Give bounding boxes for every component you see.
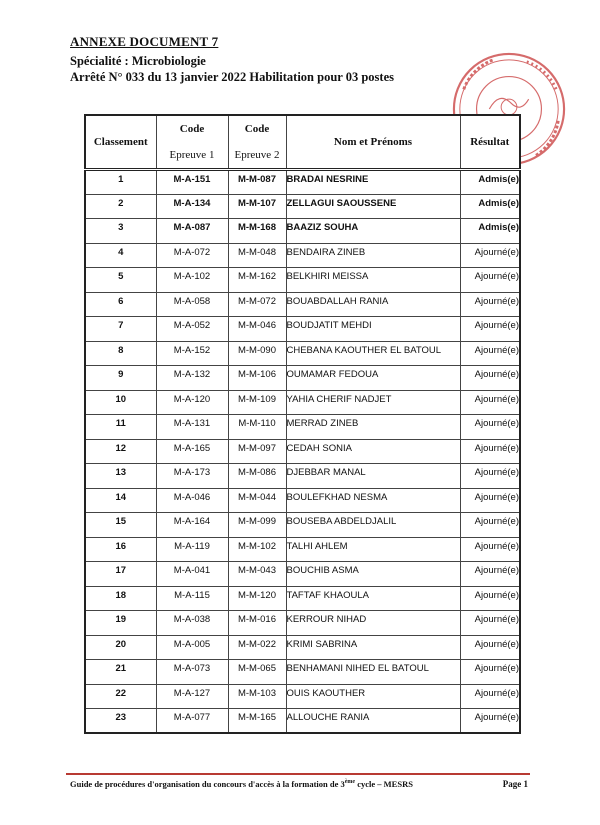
rank-cell: 13 [85, 464, 156, 489]
code-epreuve-1-cell: M-A-087 [156, 219, 228, 244]
code-epreuve-2-cell: M-M-087 [228, 170, 286, 195]
name-cell: BENDAIRA ZINEB [286, 243, 460, 268]
rank-cell: 12 [85, 439, 156, 464]
code-epreuve-2-cell: M-M-103 [228, 684, 286, 709]
code-epreuve-2-cell: M-M-072 [228, 292, 286, 317]
rank-cell: 17 [85, 562, 156, 587]
table-row [85, 341, 520, 366]
name-cell: CEDAH SONIA [286, 439, 460, 464]
name-cell: BOUABDALLAH RANIA [286, 292, 460, 317]
table-row [85, 488, 520, 513]
rank-cell: 10 [85, 390, 156, 415]
name-cell: OUMAMAR FEDOUA [286, 366, 460, 391]
name-cell: DJEBBAR MANAL [286, 464, 460, 489]
name-cell: BOUDJATIT MEHDI [286, 317, 460, 342]
name-cell: TALHI AHLEM [286, 537, 460, 562]
results-table-body [85, 170, 520, 734]
code-epreuve-1-cell: M-A-115 [156, 586, 228, 611]
document-header [70, 34, 394, 85]
result-cell: Ajourné(e) [460, 709, 520, 734]
table-row [85, 586, 520, 611]
rank-cell: 3 [85, 219, 156, 244]
code-epreuve-2-cell: M-M-165 [228, 709, 286, 734]
table-row [85, 464, 520, 489]
rank-cell: 5 [85, 268, 156, 293]
arrete-line: Arrêté N° 033 du 13 janvier 2022 Habilitation pour 03 postes [70, 70, 394, 84]
result-cell: Ajourné(e) [460, 635, 520, 660]
result-cell: Ajourné(e) [460, 243, 520, 268]
code-epreuve-1-cell: M-A-152 [156, 341, 228, 366]
code-epreuve-2-cell: M-M-022 [228, 635, 286, 660]
rank-cell: 21 [85, 660, 156, 685]
code-epreuve-1-cell: M-A-132 [156, 366, 228, 391]
result-cell: Ajourné(e) [460, 513, 520, 538]
code-epreuve-2-cell: M-M-110 [228, 415, 286, 440]
rank-cell: 11 [85, 415, 156, 440]
header-name: Nom et Prénoms [286, 115, 460, 170]
code-epreuve-2-cell: M-M-168 [228, 219, 286, 244]
code-epreuve-2-cell: M-M-090 [228, 341, 286, 366]
rank-cell: 7 [85, 317, 156, 342]
rank-cell: 9 [85, 366, 156, 391]
code-epreuve-1-cell: M-A-151 [156, 170, 228, 195]
table-row [85, 194, 520, 219]
rank-cell: 19 [85, 611, 156, 636]
rank-cell: 2 [85, 194, 156, 219]
code-epreuve-2-cell: M-M-065 [228, 660, 286, 685]
rank-cell: 22 [85, 684, 156, 709]
result-cell: Admis(e) [460, 219, 520, 244]
code-epreuve-2-cell: M-M-086 [228, 464, 286, 489]
footer-rule [66, 773, 530, 775]
result-cell: Ajourné(e) [460, 439, 520, 464]
result-cell: Admis(e) [460, 170, 520, 195]
table-row [85, 243, 520, 268]
rank-cell: 18 [85, 586, 156, 611]
name-cell: BOUCHIB ASMA [286, 562, 460, 587]
result-cell: Ajourné(e) [460, 586, 520, 611]
rank-cell: 1 [85, 170, 156, 195]
code-epreuve-1-cell: M-A-052 [156, 317, 228, 342]
code-epreuve-2-cell: M-M-102 [228, 537, 286, 562]
table-row [85, 170, 520, 195]
footer-guide-text: Guide de procédures d'organisation du concours d'accès à la formation de 3ème cycle – MESRS [70, 779, 413, 789]
code-epreuve-1-cell: M-A-041 [156, 562, 228, 587]
rank-cell: 4 [85, 243, 156, 268]
name-cell: CHEBANA KAOUTHER EL BATOUL [286, 341, 460, 366]
table-row [85, 635, 520, 660]
rank-cell: 14 [85, 488, 156, 513]
code-epreuve-1-cell: M-A-038 [156, 611, 228, 636]
table-row [85, 292, 520, 317]
table-row [85, 513, 520, 538]
header-code-epreuve-1 [156, 115, 228, 170]
code-epreuve-1-cell: M-A-077 [156, 709, 228, 734]
result-cell: Ajourné(e) [460, 611, 520, 636]
code-epreuve-2-cell: M-M-048 [228, 243, 286, 268]
code-epreuve-1-cell: M-A-046 [156, 488, 228, 513]
code-epreuve-2-cell: M-M-016 [228, 611, 286, 636]
table-header-row [85, 115, 520, 170]
name-cell: BRADAI NESRINE [286, 170, 460, 195]
table-row [85, 366, 520, 391]
header-code-2-label: Code [244, 123, 270, 135]
table-row [85, 268, 520, 293]
result-cell: Ajourné(e) [460, 268, 520, 293]
code-epreuve-2-cell: M-M-162 [228, 268, 286, 293]
results-table [84, 114, 521, 734]
code-epreuve-2-cell: M-M-097 [228, 439, 286, 464]
table-row [85, 660, 520, 685]
header-rank: Classement [85, 115, 156, 170]
code-epreuve-1-cell: M-A-131 [156, 415, 228, 440]
name-cell: ALLOUCHE RANIA [286, 709, 460, 734]
page-number: Page 1 [502, 779, 528, 789]
result-cell: Ajourné(e) [460, 317, 520, 342]
annex-title: ANNEXE DOCUMENT 7 [70, 34, 219, 49]
table-row [85, 219, 520, 244]
code-epreuve-2-cell: M-M-107 [228, 194, 286, 219]
result-cell: Ajourné(e) [460, 488, 520, 513]
code-epreuve-1-cell: M-A-127 [156, 684, 228, 709]
code-epreuve-2-cell: M-M-099 [228, 513, 286, 538]
name-cell: BOUSEBA ABDELDJALIL [286, 513, 460, 538]
header-epreuve-2-label: Epreuve 2 [234, 149, 280, 161]
table-row [85, 562, 520, 587]
table-row [85, 684, 520, 709]
code-epreuve-1-cell: M-A-165 [156, 439, 228, 464]
table-row [85, 611, 520, 636]
rank-cell: 8 [85, 341, 156, 366]
code-epreuve-1-cell: M-A-072 [156, 243, 228, 268]
result-cell: Ajourné(e) [460, 464, 520, 489]
result-cell: Ajourné(e) [460, 684, 520, 709]
result-cell: Ajourné(e) [460, 341, 520, 366]
code-epreuve-1-cell: M-A-058 [156, 292, 228, 317]
code-epreuve-2-cell: M-M-046 [228, 317, 286, 342]
code-epreuve-1-cell: M-A-120 [156, 390, 228, 415]
table-row [85, 415, 520, 440]
table-row [85, 709, 520, 734]
header-code-epreuve-2 [228, 115, 286, 170]
name-cell: BELKHIRI MEISSA [286, 268, 460, 293]
name-cell: ZELLAGUI SAOUSSENE [286, 194, 460, 219]
code-epreuve-1-cell: M-A-073 [156, 660, 228, 685]
result-cell: Ajourné(e) [460, 562, 520, 587]
name-cell: KERROUR NIHAD [286, 611, 460, 636]
result-cell: Ajourné(e) [460, 366, 520, 391]
result-cell: Ajourné(e) [460, 660, 520, 685]
table-row [85, 317, 520, 342]
code-epreuve-2-cell: M-M-106 [228, 366, 286, 391]
code-epreuve-1-cell: M-A-134 [156, 194, 228, 219]
code-epreuve-2-cell: M-M-044 [228, 488, 286, 513]
result-cell: Admis(e) [460, 194, 520, 219]
name-cell: OUIS KAOUTHER [286, 684, 460, 709]
code-epreuve-1-cell: M-A-164 [156, 513, 228, 538]
code-epreuve-1-cell: M-A-119 [156, 537, 228, 562]
table-row [85, 390, 520, 415]
result-cell: Ajourné(e) [460, 292, 520, 317]
rank-cell: 16 [85, 537, 156, 562]
code-epreuve-2-cell: M-M-120 [228, 586, 286, 611]
rank-cell: 23 [85, 709, 156, 734]
header-code-1-label: Code [179, 123, 205, 135]
name-cell: MERRAD ZINEB [286, 415, 460, 440]
name-cell: TAFTAF KHAOULA [286, 586, 460, 611]
name-cell: KRIMI SABRINA [286, 635, 460, 660]
code-epreuve-1-cell: M-A-005 [156, 635, 228, 660]
speciality-line: Spécialité : Microbiologie [70, 54, 206, 68]
name-cell: BOULEFKHAD NESMA [286, 488, 460, 513]
table-row [85, 537, 520, 562]
rank-cell: 15 [85, 513, 156, 538]
page-footer [70, 779, 530, 789]
name-cell: YAHIA CHERIF NADJET [286, 390, 460, 415]
code-epreuve-1-cell: M-A-173 [156, 464, 228, 489]
table-row [85, 439, 520, 464]
rank-cell: 6 [85, 292, 156, 317]
result-cell: Ajourné(e) [460, 537, 520, 562]
code-epreuve-1-cell: M-A-102 [156, 268, 228, 293]
code-epreuve-2-cell: M-M-043 [228, 562, 286, 587]
name-cell: BAAZIZ SOUHA [286, 219, 460, 244]
result-cell: Ajourné(e) [460, 415, 520, 440]
rank-cell: 20 [85, 635, 156, 660]
result-cell: Ajourné(e) [460, 390, 520, 415]
code-epreuve-2-cell: M-M-109 [228, 390, 286, 415]
name-cell: BENHAMANI NIHED EL BATOUL [286, 660, 460, 685]
header-epreuve-1-label: Epreuve 1 [169, 149, 215, 161]
header-result: Résultat [460, 115, 520, 170]
